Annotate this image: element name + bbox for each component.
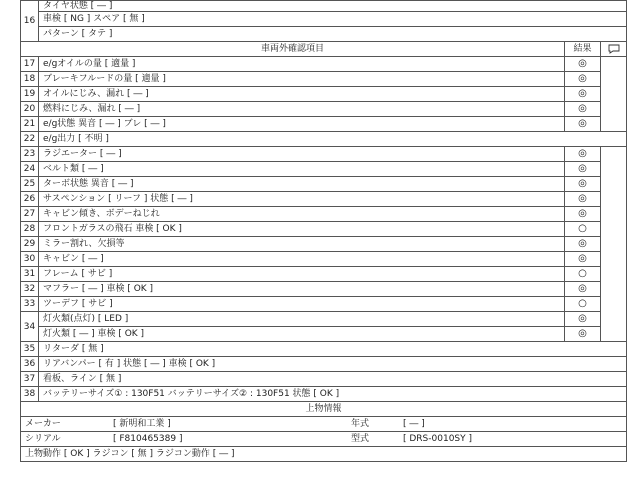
inspection-row [21,237,627,252]
item-text: フロントガラスの飛石 車検 [ OK ] [39,222,565,237]
item-result: ○ [565,267,601,282]
extra-cell [601,237,627,252]
item-text: ミラー割れ、欠損等 [39,237,565,252]
item-number: 20 [21,102,39,117]
item-text: 燃料にじみ、漏れ [ ― ] [39,102,565,117]
item-text: キャビン傾き、ボデーねじれ [39,207,565,222]
item-result: ◎ [565,72,601,87]
item-number: 28 [21,222,39,237]
info-cell [21,447,627,462]
item-result: ○ [565,297,601,312]
extra-cell [601,282,627,297]
item-number: 24 [21,162,39,177]
extra-cell [601,147,627,162]
item-number: 18 [21,72,39,87]
extra-cell [601,57,627,72]
inspection-row [21,162,627,177]
inspection-row [21,357,627,372]
extra-cell [601,72,627,87]
section-header-row [21,402,627,417]
item-text: ベルト類 [ ― ] [39,162,565,177]
header-icon-cell [601,42,627,57]
item-result: ○ [565,222,601,237]
item-result: ◎ [565,237,601,252]
item-number: 21 [21,117,39,132]
item-number: 17 [21,57,39,72]
inspection-row [21,192,627,207]
info-cell [21,432,627,447]
extra-cell [601,252,627,267]
inspection-row [21,267,627,282]
item-result: ◎ [565,117,601,132]
chat-bubble-icon [608,44,620,54]
extra-cell [601,297,627,312]
item-text: ツーデフ [ サビ ] [39,297,565,312]
item-text: 灯火類(点灯) [ LED ] [39,312,565,327]
tire-sub-row [21,12,627,27]
extra-cell [601,207,627,222]
item-result: ◎ [565,282,601,297]
serial-label: シリアル [25,434,61,444]
item-number: 29 [21,237,39,252]
item-number: 35 [21,342,39,357]
item-result: ◎ [565,327,601,342]
inspection-row [21,57,627,72]
inspection-row [21,102,627,117]
item-result: ◎ [565,87,601,102]
inspection-row [21,342,627,357]
inspection-row [21,87,627,102]
year-value: [ ― ] [403,419,425,429]
item-number: 32 [21,282,39,297]
item-result: ◎ [565,207,601,222]
item-text: ラジエーター [ ― ] [39,147,565,162]
item-number: 23 [21,147,39,162]
serial-value: [ F810465389 ] [113,434,183,444]
inspection-row [21,282,627,297]
section-title: 車両外確認項目 [21,42,565,57]
item-result: ◎ [565,102,601,117]
inspection-row [21,132,627,147]
item-text: フレーム [ サビ ] [39,267,565,282]
extra-cell [601,192,627,207]
item-number: 33 [21,297,39,312]
inspection-row [21,207,627,222]
item-number: 37 [21,372,39,387]
inspection-row [21,387,627,402]
inspection-row [21,147,627,162]
item-text: ブレーキフルードの量 [ 適量 ] [39,72,565,87]
inspection-row [21,312,627,327]
item-text: ターボ状態 異音 [ ― ] [39,177,565,192]
item-number: 30 [21,252,39,267]
extra-cell [601,267,627,282]
item-text: e/gオイルの量 [ 適量 ] [39,57,565,72]
tire-sub2: パターン [ タテ ] [39,27,627,42]
extra-cell [601,87,627,102]
inspection-row [21,72,627,87]
item-result: ◎ [565,162,601,177]
extra-cell [601,117,627,132]
tire-pattern-row [21,27,627,42]
info-row [21,432,627,447]
inspection-row [21,252,627,267]
model-label: 型式 [351,434,370,444]
info-row [21,447,627,462]
inspection-row [21,222,627,237]
item-text: 看板、ライン [ 無 ] [39,372,627,387]
tire-title-row [21,1,627,12]
item-result: ◎ [565,147,601,162]
item-result: ◎ [565,57,601,72]
model-value: [ DRS-0010SY ] [403,434,473,444]
item-text: リアバンパー [ 有 ] 状態 [ ― ] 車検 [ OK ] [39,357,627,372]
item-number: 16 [21,1,39,42]
year-label: 年式 [351,419,370,429]
item-number: 27 [21,207,39,222]
item-text: e/g出力 [ 不明 ] [39,132,627,147]
maker-label: メーカー [25,419,61,429]
operation-text: 上物動作 [ OK ] ラジコン [ 無 ] ラジコン動作 [ ― ] [25,449,235,459]
inspection-row [21,297,627,312]
result-header: 結果 [565,42,601,57]
extra-cell [601,222,627,237]
inspection-row [21,372,627,387]
extra-cell [601,102,627,117]
section-title: 上物情報 [21,402,627,417]
item-text: キャビン [ ― ] [39,252,565,267]
inspection-row [21,327,627,342]
item-number: 25 [21,177,39,192]
item-result: ◎ [565,252,601,267]
item-text: 灯火類 [ ― ] 車検 [ OK ] [39,327,565,342]
item-number: 38 [21,387,39,402]
info-cell [21,417,627,432]
inspection-table [20,0,627,462]
tire-title: タイヤ状態 [ ― ] [39,1,627,12]
item-text: e/g状態 異音 [ ― ] ブレ [ ― ] [39,117,565,132]
item-result: ◎ [565,177,601,192]
item-result: ◎ [565,192,601,207]
item-text: サスペンション [ リーフ ] 状態 [ ― ] [39,192,565,207]
inspection-row [21,117,627,132]
item-number: 26 [21,192,39,207]
maker-value: [ 新明和工業 ] [113,419,171,429]
item-number: 19 [21,87,39,102]
extra-cell [601,312,627,327]
section-header-row [21,42,627,57]
item-text: オイルにじみ、漏れ [ ― ] [39,87,565,102]
item-text: マフラー [ ― ] 車検 [ OK ] [39,282,565,297]
inspection-row [21,177,627,192]
item-number: 31 [21,267,39,282]
item-number: 22 [21,132,39,147]
info-row [21,417,627,432]
item-text: リターダ [ 無 ] [39,342,627,357]
item-text: バッテリーサイズ① : 130F51 バッテリーサイズ② : 130F51 状態 [ OK ] [39,387,627,402]
item-number: 36 [21,357,39,372]
item-result: ◎ [565,312,601,327]
extra-cell [601,162,627,177]
item-number: 34 [21,312,39,342]
extra-cell [601,177,627,192]
tire-sub1: 車検 [ NG ] スペア [ 無 ] [39,12,627,27]
extra-cell [601,327,627,342]
inspection-sheet [20,0,626,462]
